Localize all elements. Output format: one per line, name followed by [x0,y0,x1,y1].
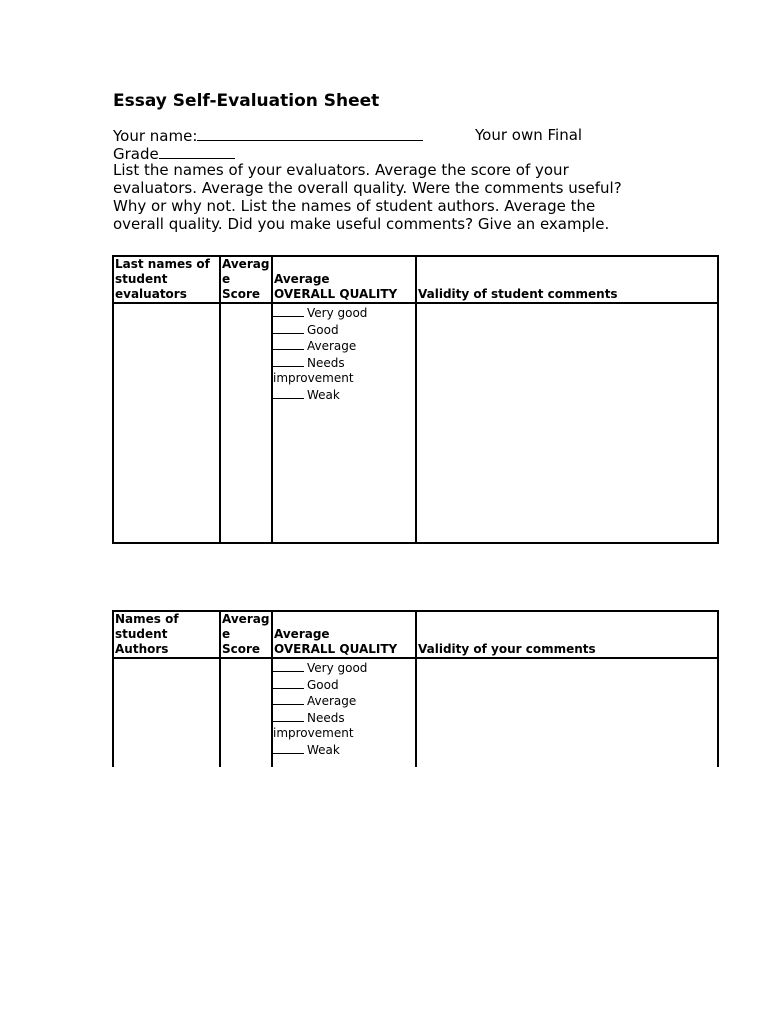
author-names-cell[interactable] [113,658,220,767]
page-title: Essay Self-Evaluation Sheet [113,91,380,111]
option-average[interactable]: Average [273,693,415,710]
grade-blank[interactable] [159,144,235,159]
overall-quality-cell [272,658,416,767]
header-evaluators: Last names of student evaluators [113,256,220,303]
evaluators-table [112,255,719,544]
instruction-line: overall quality. Did you make useful comments? Give an example. [113,215,610,233]
average-score-cell[interactable] [220,303,272,543]
table-row [113,658,718,767]
average-score-cell[interactable] [220,658,272,767]
header-overall-quality: Average OVERALL QUALITY [272,611,416,658]
table-header-row [113,256,718,303]
instruction-line: List the names of your evaluators. Average the score of your [113,161,569,179]
validity-cell[interactable] [416,658,718,767]
grade-label: Grade [113,145,159,163]
option-very-good[interactable]: Very good [273,305,415,322]
overall-quality-cell [272,303,416,543]
header-validity: Validity of your comments [416,611,718,658]
table-row [113,303,718,543]
option-needs-improvement[interactable]: Needs improvement [273,710,354,741]
option-good[interactable]: Good [273,677,415,694]
header-average-score: Averag e Score [220,256,272,303]
option-average[interactable]: Average [273,338,415,355]
option-weak[interactable]: Weak [273,742,415,759]
header-overall-quality: Average OVERALL QUALITY [272,256,416,303]
name-label: Your name: [113,127,198,145]
header-authors: Names of student Authors [113,611,220,658]
instruction-line: evaluators. Average the overall quality. Were the comments useful? [113,179,622,197]
name-line [113,126,423,145]
option-very-good[interactable]: Very good [273,660,415,677]
header-validity: Validity of student comments [416,256,718,303]
option-good[interactable]: Good [273,322,415,339]
name-blank[interactable] [197,126,423,141]
validity-cell[interactable] [416,303,718,543]
evaluator-names-cell[interactable] [113,303,220,543]
final-grade-label: Your own Final [475,126,583,144]
instruction-line: Why or why not. List the names of student authors. Average the [113,197,596,215]
option-needs-improvement[interactable]: Needs improvement [273,355,354,386]
table-header-row [113,611,718,658]
header-average-score: Averag e Score [220,611,272,658]
authors-table [112,610,719,767]
option-weak[interactable]: Weak [273,387,415,404]
